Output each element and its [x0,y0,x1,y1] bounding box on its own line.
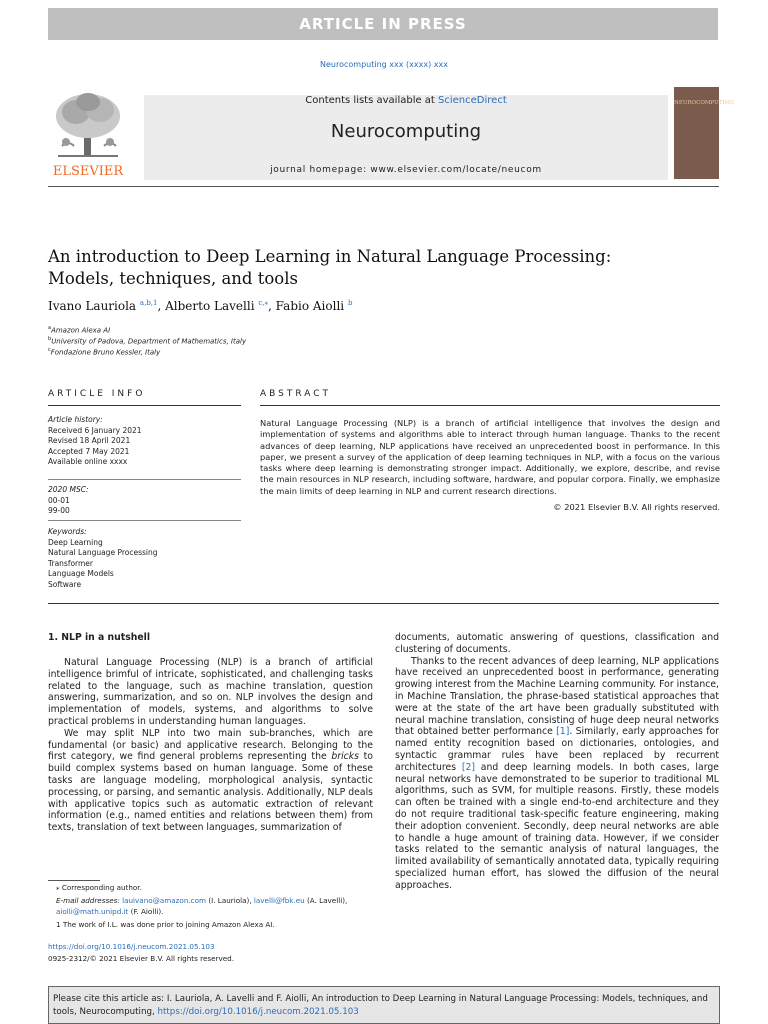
history-revised: Revised 18 April 2021 [48,436,131,446]
text-run: We may split NLP into two main sub-branches, which are fundamental (or basic) and applicative research. Belonging to the first category, we find general problems representing the [48,727,373,763]
emphasis-text: bricks [331,751,359,763]
header-divider [48,186,719,187]
affiliation-mark: a [48,325,52,331]
keyword: Transformer [48,558,94,568]
keyword: Deep Learning [48,537,103,547]
footnote-1: 1 The work of I.L. was done prior to joining Amazon Alexa AI. [56,920,275,929]
info-divider [48,479,241,480]
email-owner: (F. Aiolli). [128,906,164,916]
msc-code: 00-01 [48,495,70,505]
author-name[interactable]: Fabio Aiolli [275,299,345,313]
author-marks[interactable]: c,⁎ [258,299,269,307]
affiliation-mark: c [48,347,51,353]
issn-copyright: 0925-2312/© 2021 Elsevier B.V. All rights reserved. [48,954,235,963]
body-column-right [395,632,719,892]
journal-homepage[interactable]: journal homepage: www.elsevier.com/locate/neucom [270,165,542,175]
email-link[interactable]: lavelli@fbk.eu [253,896,305,905]
affiliation-text: Amazon Alexa AI [51,326,111,335]
section-1-heading: 1. NLP in a nutshell [48,632,151,643]
journal-reference-link[interactable]: Neurocomputing xxx (xxxx) xxx [320,60,448,69]
email-owner: (A. Lavelli), [304,896,348,905]
citation-link[interactable]: [2] [461,761,476,773]
title-line-2: Models, techniques, and tools [48,269,298,288]
msc-codes [48,485,88,517]
footnote-rule [48,880,100,881]
doi-link[interactable]: https://doi.org/10.1016/j.neucom.2021.05.103 [48,942,215,951]
history-accepted: Accepted 7 May 2021 [48,446,130,456]
citation-text: Please cite this article as: I. Lauriola, A. Lavelli and F. Aiolli, An introduction to Deep Learning in Natural Language Processing: Models, techniques, and tools, Neurocomputing, [53,994,708,1017]
keyword: Natural Language Processing [48,548,158,558]
elsevier-wordmark: ELSEVIER [52,164,124,179]
abstract-heading: ABSTRACT [260,389,332,399]
cover-title: NEUROCOMPUTING [674,100,734,106]
email-link[interactable]: aiolli@math.unipd.it [56,906,129,916]
email-link[interactable]: lauivano@amazon.com [122,896,207,905]
article-history [48,415,142,468]
affiliation-text: Fondazione Bruno Kessler, Italy [50,348,161,357]
affiliation [48,325,110,334]
keywords-label: Keywords: [48,527,87,536]
paragraph: Natural Language Processing (NLP) is a branch of artificial intelligence brimful of intricate, sophisticated, and challenging tasks related to the language, such as machine translation, question answering, summarization, and so on. NLP involves the design and implementation of models, systems, and algorithms to solve practical problems in understanding human languages. [48,657,373,727]
citation-doi-link[interactable]: https://doi.org/10.1016/j.neucom.2021.05.103 [157,1007,359,1017]
journal-name: Neurocomputing [330,121,482,142]
keywords [48,527,158,591]
elsevier-tree-icon [48,90,128,164]
abstract-copyright: © 2021 Elsevier B.V. All rights reserved. [553,502,720,512]
author-marks[interactable]: a,b,1 [139,299,158,307]
author-name[interactable]: Alberto Lavelli [165,299,255,313]
elsevier-logo [48,90,128,182]
journal-cover-image [674,87,734,179]
paragraph [395,656,719,892]
affiliation-text: University of Padova, Department of Mathematics, Italy [51,337,247,346]
article-info-heading: ARTICLE INFO [48,389,146,399]
email-owner: (I. Lauriola), [206,896,254,905]
journal-masthead [144,95,668,180]
article-in-press-banner: ARTICLE IN PRESS [48,8,718,40]
citation-link[interactable]: [1] [556,726,570,738]
affiliation [48,336,246,345]
info-divider [48,520,241,521]
contents-line [144,95,668,106]
title-line-1: An introduction to Deep Learning in Natural Language Processing: [48,247,612,266]
author-marks[interactable]: b [347,299,353,307]
abstract-rule [260,405,720,406]
sciencedirect-link[interactable]: ScienceDirect [438,95,507,106]
author-separator: , [157,299,166,313]
keyword: Software [48,579,82,589]
history-label: Article history: [48,415,103,424]
author-list [48,299,352,313]
abstract-bottom-rule [48,603,719,604]
affiliation [48,347,160,356]
text-run: to build complex systems based on human language. Some of these tasks are language modeling, morphological analysis, syntactic processing, or parsing, and semantic analysis. Additionally, NLP deals with applicative topics such as automatic extraction of relevant information (e.g., named entities and relations between them) from texts, translation of text between languages, summarization of [48,751,373,834]
article-info-rule [48,405,241,406]
paragraph [48,728,373,834]
author-name[interactable]: Ivano Lauriola [48,299,137,313]
email-addresses [48,896,373,917]
citation-box [48,986,720,1024]
corresponding-author-note: ⁎ Corresponding author. [56,883,142,892]
msc-code: 99-00 [48,506,70,516]
author-separator: , [268,299,276,313]
history-online: Available online xxxx [48,457,128,467]
article-title [48,246,688,290]
abstract-text: Natural Language Processing (NLP) is a branch of artificial intelligence that involves the design and implementation of systems and algorithms able to interact through human language. Thanks to the recent advances of deep learning, NLP applications have received an unprecedented boost in performance. In this paper, we present a survey of the application of deep learning techniques in NLP, with a focus on the various tasks where deep learning is demonstrating stronger impact. Additionally, we explore, describe, and revise the main resources in NLP research, including software, hardware, and popular corpora. Finally, we emphasize the main limits of deep learning in NLP and current research directions. [260,418,720,496]
affiliation-mark: b [48,336,52,342]
email-label: E-mail addresses: [56,896,123,905]
text-run: Thanks to the recent advances of deep learning, NLP applications have received an unprecedented boost in performance, generating growing interest from the Machine Learning community. For instance, in Machine Translation, the phrase-based statistical approaches that were at the state of the art have been gradually substituted with neural machine translation, consisting of huge deep neural networks that obtained better performance [395,655,719,738]
paragraph: documents, automatic answering of questions, classification and clustering of documents. [395,632,719,655]
history-received: Received 6 January 2021 [48,425,142,435]
contents-prefix: Contents lists available at [305,95,439,106]
text-run: . Similarly, early approaches for named entity recognition based on dictionaries, ontologies, and syntactic grammar rules have been replaced by recurrent architectures [395,726,719,773]
msc-label: 2020 MSC: [48,485,89,494]
keyword: Language Models [48,569,114,579]
text-run: and deep learning models. In both cases, large neural networks have demonstrated to be superior to traditional ML algorithms, such as SVM, for multiple reasons. Firstly, these models can often be trained with a single end-to-end architecture and they do not require traditional task-specific feature engineering, making their adoption convenient. Secondly, deep neural networks are able to handle a huge amount of training data. However, if we consider tasks related to the semantic analysis of natural languages, the limited availability of semantically annotated data, typically requiring specialized human effort, has slowed the diffusion of the neural approaches. [395,761,719,891]
body-column-left [48,657,373,834]
